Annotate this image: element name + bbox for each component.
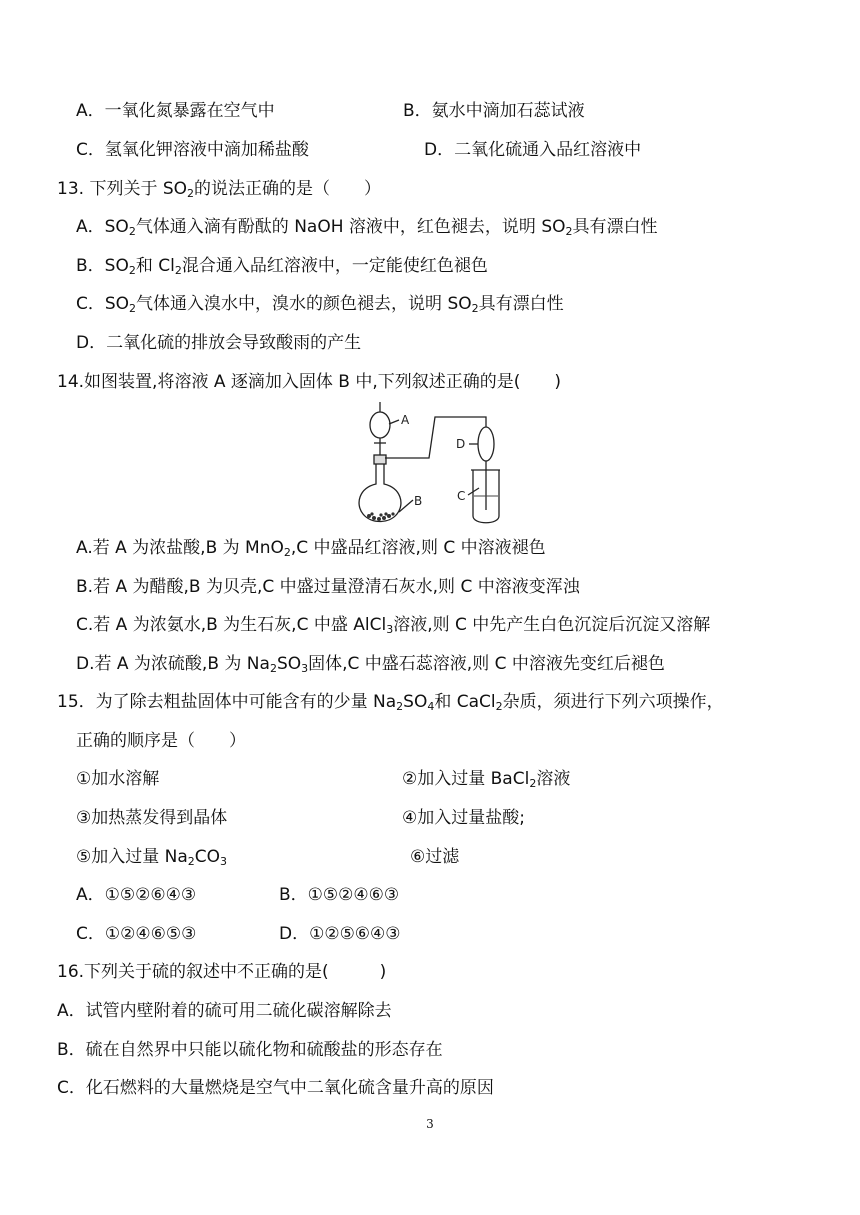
q12-option-c: C．氢氧化钾溶液中滴加稀盐酸 (76, 140, 309, 160)
page-number: 3 (426, 1117, 434, 1131)
q14-option-a: A.若 A 为浓盐酸,B 为 MnO$_2$,C 中盛品红溶液,则 C 中溶液褪色 (76, 538, 546, 559)
q13-stem: 13. 下列关于 $SO_2$的说法正确的是（ ） (57, 179, 382, 200)
q13-option-c: C．$SO_2$气体通入溴水中，溴水的颜色褪去，说明 $SO_2$具有漂白性 (76, 294, 564, 315)
label-a: A (401, 413, 410, 427)
q15-option-d: D．①②⑤⑥④③ (279, 924, 401, 944)
label-b: B (414, 494, 423, 508)
q14-option-b: B.若 A 为醋酸,B 为贝壳,C 中盛过量澄清石灰水,则 C 中溶液变浑浊 (76, 577, 580, 597)
q14-option-c: C.若 A 为浓氨水,B 为生石灰,C 中盛 AlCl$_3$溶液,则 C 中先产生白色沉淀后沉淀又溶解 (76, 615, 711, 636)
apparatus-figure (355, 400, 500, 528)
label-d: D (456, 437, 466, 451)
q15-stem-line2: 正确的顺序是（ ） (76, 731, 246, 751)
q16-stem: 16.下列关于硫的叙述中不正确的是( ) (57, 962, 387, 982)
q13-option-d: D．二氧化硫的排放会导致酸雨的产生 (76, 333, 362, 353)
q12-option-d: D．二氧化硫通入品红溶液中 (424, 140, 642, 160)
q16-option-c: C．化石燃料的大量燃烧是空气中二氧化硫含量升高的原因 (57, 1078, 494, 1098)
q14-option-d: D.若 A 为浓硫酸,B 为 $Na_2SO_3$固体,C 中盛石蕊溶液,则 C 中溶液先变红后褪色 (76, 654, 665, 675)
q15-stem-line1: 15．为了除去粗盐固体中可能含有的少量 $Na_2SO_4$和 CaCl$_2$杂质，须进行下列六项操作， (57, 692, 724, 713)
q14-stem: 14.如图装置,将溶液 A 逐滴加入固体 B 中,下列叙述正确的是( ) (57, 372, 562, 392)
label-c: C (457, 489, 466, 503)
q15-step-1: ①加水溶解 (76, 769, 160, 789)
q15-step-2: ②加入过量 BaCl$_2$溶液 (402, 769, 571, 790)
q16-option-a: A．试管内壁附着的硫可用二硫化碳溶解除去 (57, 1001, 392, 1021)
q15-step-6: ⑥过滤 (410, 847, 460, 867)
q15-step-3: ③加热蒸发得到晶体 (76, 808, 228, 828)
q12-option-b: B．氨水中滴加石蕊试液 (403, 101, 585, 121)
q16-option-b: B．硫在自然界中只能以硫化物和硫酸盐的形态存在 (57, 1040, 443, 1060)
q12-option-a: A．一氧化氮暴露在空气中 (76, 101, 275, 121)
q15-step-5: ⑤加入过量 $Na_2CO_3$ (76, 847, 228, 868)
q15-option-a: A．①⑤②⑥④③ (76, 885, 197, 905)
q13-option-b: B．$SO_2$和 $Cl_2$混合通入品红溶液中，一定能使红色褪色 (76, 256, 488, 277)
q15-option-b: B．①⑤②④⑥③ (279, 885, 400, 905)
q15-step-4: ④加入过量盐酸; (402, 808, 525, 828)
q13-option-a: A．$SO_2$气体通入滴有酚酞的 NaOH 溶液中，红色褪去，说明 $SO_2$具有漂白性 (76, 217, 658, 238)
q15-option-c: C．①②④⑥⑤③ (76, 924, 197, 944)
